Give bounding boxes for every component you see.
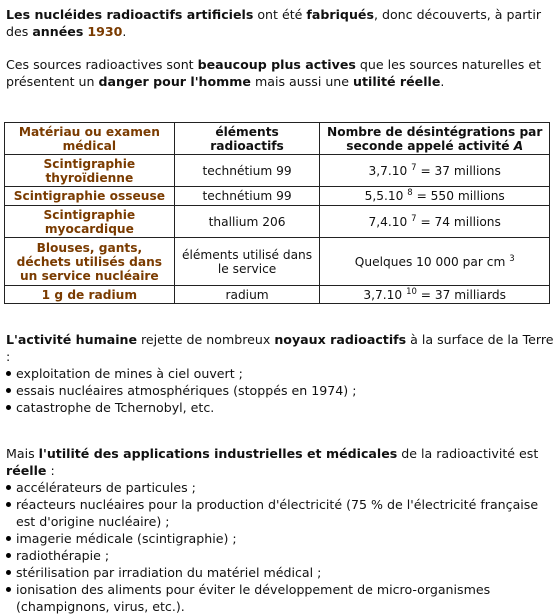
bullet-icon	[6, 570, 11, 575]
cell-element: thallium 206	[174, 206, 320, 238]
cell-activity: 3,7.10 $^{10}$ = 37 milliards	[320, 286, 550, 304]
list-item: imagerie médicale (scintigraphie) ;	[6, 530, 554, 547]
intro-section	[6, 0, 554, 90]
cell-material: Blouses, gants, déchets utilisés dans un service nucléaire	[5, 238, 175, 286]
list-item: catastrophe de Tchernobyl, etc.	[6, 399, 554, 416]
header-material: Matériau ou examen médical	[5, 123, 175, 155]
human-activity-list	[6, 365, 554, 416]
bullet-icon	[6, 536, 11, 541]
list-item: stérilisation par irradiation du matériel médical ;	[6, 564, 554, 581]
cell-material: Scintigraphie osseuse	[5, 187, 175, 206]
list-item: réacteurs nucléaires pour la production d'électricité (75 % de l'électricité française est d'origine nucléaire) ;	[6, 496, 554, 530]
human-activity-section	[6, 331, 554, 416]
cell-activity: 5,5.10 $^8$ = 550 millions	[320, 187, 550, 206]
bullet-icon	[6, 553, 11, 558]
table-row	[5, 286, 550, 304]
table-row	[5, 155, 550, 187]
bullet-icon	[6, 405, 11, 410]
radioactivity-table	[4, 122, 550, 304]
cell-activity: Quelques 10 000 par cm $^3$	[320, 238, 550, 286]
list-item: radiothérapie ;	[6, 547, 554, 564]
bullet-icon	[6, 587, 11, 592]
utility-lead: Mais l'utilité des applications industrielles et médicales de la radioactivité est réelle :	[6, 446, 539, 478]
term-nucleides: Les nucléides radioactifs artificiels	[6, 7, 254, 22]
list-item: exploitation de mines à ciel ouvert ;	[6, 365, 554, 382]
header-activity: Nombre de désintégrations par seconde appelé activité A	[320, 123, 550, 155]
cell-material: 1 g de radium	[5, 286, 175, 304]
bullet-icon	[6, 371, 11, 376]
bullet-icon	[6, 485, 11, 490]
bullet-icon	[6, 502, 11, 507]
list-item: essais nucléaires atmosphériques (stoppés en 1974) ;	[6, 382, 554, 399]
cell-material: Scintigraphie myocardique	[5, 206, 175, 238]
cell-element: technétium 99	[174, 155, 320, 187]
table-header-row	[5, 123, 550, 155]
cell-material: Scintigraphie thyroïdienne	[5, 155, 175, 187]
cell-activity: 3,7.10 $^7$ = 37 millions	[320, 155, 550, 187]
intro-paragraph-1: Les nucléides radioactifs artificiels ont été fabriqués, donc découverts, à partir des années 1930.	[6, 7, 542, 39]
year-highlight: 1930	[87, 24, 123, 39]
table-row	[5, 206, 550, 238]
list-item: ionisation des aliments pour éviter le développement de micro-organismes (champignons, virus, etc.).	[6, 581, 554, 615]
list-item: accélérateurs de particules ;	[6, 479, 554, 496]
bullet-icon	[6, 388, 11, 393]
header-elements: éléments radioactifs	[174, 123, 320, 155]
utility-list	[6, 479, 554, 615]
cell-element: technétium 99	[174, 187, 320, 206]
utility-section	[6, 445, 554, 615]
table-row	[5, 187, 550, 206]
cell-element: radium	[174, 286, 320, 304]
cell-element: éléments utilisé dans le service	[174, 238, 320, 286]
intro-paragraph-2: Ces sources radioactives sont beaucoup plus actives que les sources naturelles et présentent un danger pour l'homme mais aussi une utilité réelle.	[6, 57, 542, 89]
table-row	[5, 238, 550, 286]
human-activity-lead: L'activité humaine rejette de nombreux noyaux radioactifs à la surface de la Terre :	[6, 332, 554, 364]
cell-activity: 7,4.10 $^7$ = 74 millions	[320, 206, 550, 238]
